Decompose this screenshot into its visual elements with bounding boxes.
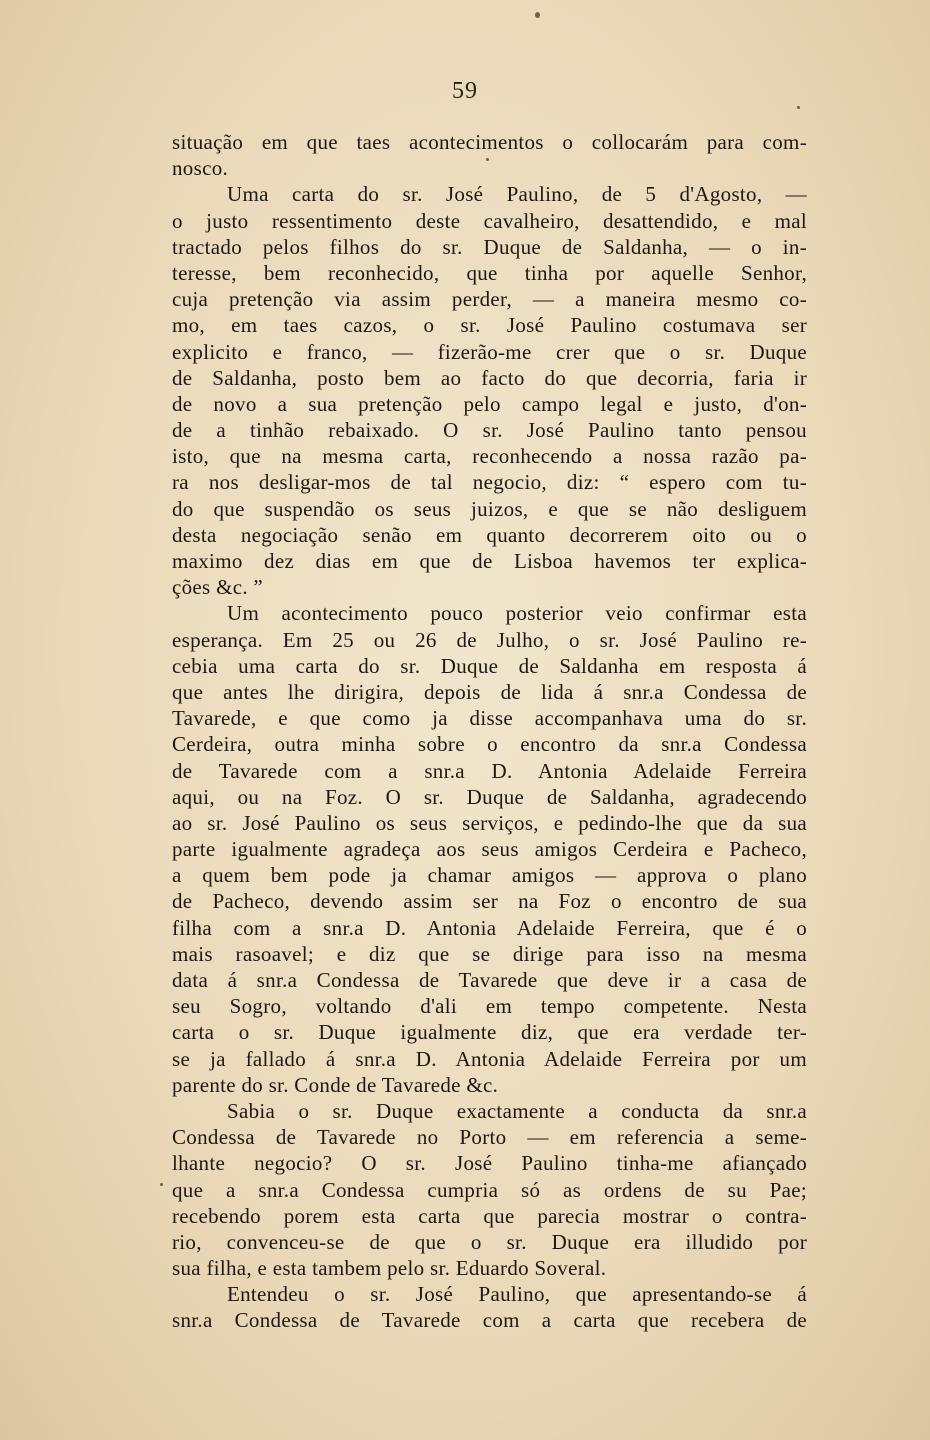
text-line: Um acontecimento pouco posterior veio confirmar esta — [227, 601, 807, 626]
text-line: tractado pelos filhos do sr. Duque de Saldanha, — o in- — [172, 234, 807, 259]
text-line: do que suspendão os seus juizos, e que se não desliguem — [172, 496, 807, 521]
text-line: parente do sr. Conde de Tavarede &c. — [172, 1072, 499, 1097]
paper-speck — [797, 106, 800, 109]
text-line: de Saldanha, posto bem ao facto do que decorria, faria ir — [172, 365, 807, 390]
paper-speck — [535, 12, 540, 18]
text-line: esperança. Em 25 ou 26 de Julho, o sr. José Paulino re- — [172, 627, 807, 652]
text-line: desta negociação senão em quanto decorrerem oito ou o — [172, 522, 807, 547]
text-line: aqui, ou na Foz. O sr. Duque de Saldanha, agradecendo — [172, 784, 807, 809]
text-line: mais rasoavel; e diz que se dirige para isso na mesma — [172, 941, 807, 966]
text-line: de Tavarede com a snr.a D. Antonia Adelaide Ferreira — [172, 758, 807, 783]
text-line: maximo dez dias em que de Lisboa havemos ter explica- — [172, 549, 807, 573]
text-line: parte igualmente agradeça aos seus amigos Cerdeira e Pacheco, — [172, 837, 807, 862]
text-line: mo, em taes cazos, o sr. José Paulino costumava ser — [172, 313, 807, 338]
text-line: o justo ressentimento deste cavalheiro, desattendido, e mal — [172, 208, 807, 233]
text-line: ra nos desligar-mos de tal negocio, diz: “ espero com tu- — [172, 470, 807, 495]
text-line: ções &c. ” — [172, 575, 264, 600]
text-line: se ja fallado á snr.a D. Antonia Adelaide Ferreira por um — [172, 1046, 807, 1071]
paper-speck — [160, 1183, 163, 1186]
body-text — [172, 129, 807, 1334]
text-line: lhante negocio? O sr. José Paulino tinha-me afiançado — [172, 1151, 807, 1176]
text-line: Uma carta do sr. José Paulino, de 5 d'Agosto, — — [227, 182, 807, 207]
text-line: cebia uma carta do sr. Duque de Saldanha em resposta á — [172, 653, 807, 678]
text-line: nosco. — [172, 156, 229, 181]
text-line: data á snr.a Condessa de Tavarede que deve ir a casa de — [172, 968, 807, 992]
text-line: de novo a sua pretenção pelo campo legal e justo, d'on- — [172, 391, 807, 416]
text-line: Cerdeira, outra minha sobre o encontro da snr.a Condessa — [172, 732, 807, 757]
text-line: snr.a Condessa de Tavarede com a carta que recebera de — [172, 1308, 807, 1333]
text-line: Tavarede, e que como ja disse accompanhava uma do sr. — [172, 706, 807, 731]
text-line: teresse, bem reconhecido, que tinha por aquelle Senhor, — [172, 260, 807, 285]
text-line: a quem bem pode ja chamar amigos — approva o plano — [172, 863, 807, 888]
text-line: que antes lhe dirigira, depois de lida á snr.a Condessa de — [172, 679, 807, 704]
text-line: de Pacheco, devendo assim ser na Foz o encontro de sua — [172, 889, 807, 914]
text-line: Sabia o sr. Duque exactamente a conducta da snr.a — [227, 1098, 807, 1123]
text-line: que a snr.a Condessa cumpria só as ordens de su Pae; — [172, 1177, 807, 1202]
text-line: rio, convenceu-se de que o sr. Duque era illudido por — [172, 1229, 807, 1254]
text-line: Entendeu o sr. José Paulino, que apresentando-se á — [227, 1282, 807, 1307]
text-line: cuja pretenção via assim perder, — a maneira mesmo co- — [172, 287, 807, 312]
text-line: ao sr. José Paulino os seus serviços, e pedindo-lhe que da sua — [172, 810, 807, 835]
text-line: filha com a snr.a D. Antonia Adelaide Ferreira, que é o — [172, 915, 807, 940]
text-line: situação em que taes acontecimentos o collocarám para com- — [172, 130, 807, 154]
text-line: isto, que na mesma carta, reconhecendo a nossa razão pa- — [172, 444, 807, 469]
text-line: carta o sr. Duque igualmente diz, que era verdade ter- — [172, 1020, 807, 1045]
text-line: sua filha, e esta tambem pelo sr. Eduardo Soveral. — [172, 1256, 607, 1281]
text-line: seu Sogro, voltando d'ali em tempo competente. Nesta — [172, 994, 807, 1019]
text-line: Condessa de Tavarede no Porto — em referencia a seme- — [172, 1125, 807, 1150]
text-line: recebendo porem esta carta que parecia mostrar o contra- — [172, 1203, 807, 1228]
text-line: de a tinhão rebaixado. O sr. José Paulino tanto pensou — [172, 418, 807, 443]
text-line: explicito e franco, — fizerão-me crer que o sr. Duque — [172, 339, 807, 364]
page-number: 59 — [452, 78, 478, 104]
